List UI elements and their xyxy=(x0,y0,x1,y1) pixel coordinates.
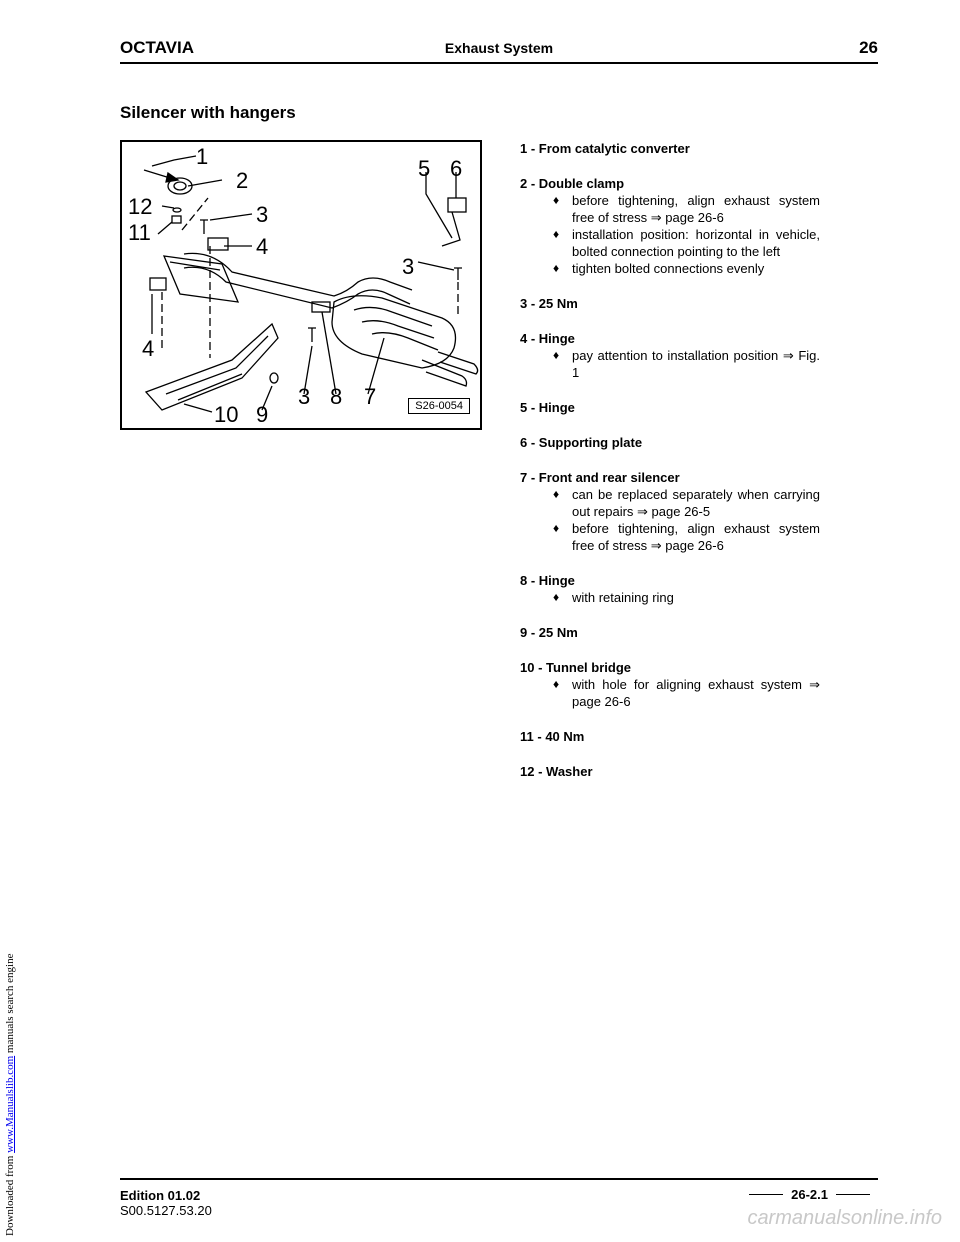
watermark: carmanualsonline.info xyxy=(747,1207,942,1229)
tunnel-bridge-shape xyxy=(146,324,278,410)
supporting-plate-shape xyxy=(448,198,466,212)
callout-11: 11 xyxy=(128,220,151,245)
legend-item xyxy=(520,434,820,451)
figure-id: S26-0054 xyxy=(408,398,470,414)
footer-page-number xyxy=(741,1187,878,1202)
diamond-bullet-icon: ♦ xyxy=(553,677,560,691)
legend-item-number: 5 xyxy=(520,400,528,415)
page-header xyxy=(120,38,878,64)
legend-item xyxy=(520,572,820,606)
diamond-bullet-icon: ♦ xyxy=(553,261,560,275)
legend-item-heading: 9 - 25 Nm xyxy=(520,625,578,640)
legend-item xyxy=(520,469,820,554)
bolt-3-right xyxy=(454,268,462,280)
legend-item-heading: 5 - Hinge xyxy=(520,400,575,415)
washer-shape xyxy=(173,208,181,212)
alignment-dashes xyxy=(162,198,480,358)
manualslib-link[interactable]: www.Manualslib.com xyxy=(4,1055,16,1153)
legend-item xyxy=(520,399,820,416)
diamond-bullet-icon: ♦ xyxy=(553,521,560,535)
legend-note-text: with hole for aligning exhaust system ⇒ page 26-6 xyxy=(572,677,820,709)
callout-12: 12 xyxy=(128,194,153,219)
leader-8 xyxy=(322,312,336,394)
leader-3-right xyxy=(418,262,454,270)
bolt-3-upper xyxy=(200,220,208,234)
tailpipe-2 xyxy=(438,352,478,374)
callout-10: 10 xyxy=(214,402,239,427)
legend-item-label: Tunnel bridge xyxy=(546,660,632,675)
page-title: Silencer with hangers xyxy=(120,103,296,122)
nut-9-shape xyxy=(270,373,278,383)
legend-item-label: Washer xyxy=(546,764,593,779)
diamond-bullet-icon: ♦ xyxy=(553,193,560,207)
legend-note-text: with retaining ring xyxy=(572,590,674,605)
leader-3-top xyxy=(210,214,252,220)
page-footer xyxy=(120,1178,878,1218)
callout-1: 1 xyxy=(196,144,209,169)
callout-7: 7 xyxy=(364,384,377,409)
legend-item-heading: 12 - Washer xyxy=(520,764,593,779)
legend-item-heading: 8 - Hinge xyxy=(520,573,575,588)
legend-note xyxy=(520,260,820,277)
legend-item-label: Double clamp xyxy=(538,176,625,191)
legend-item-label: 40 Nm xyxy=(545,729,585,744)
search-engine-text: manuals search engine xyxy=(4,953,16,1054)
diamond-bullet-icon: ♦ xyxy=(553,487,560,501)
downloaded-from-text: Downloaded from xyxy=(4,1155,16,1236)
leader-2 xyxy=(188,180,222,186)
callout-4-lower: 4 xyxy=(142,336,155,361)
callout-4-top: 4 xyxy=(256,234,269,259)
repair-group-number: 26 xyxy=(859,38,878,57)
diamond-bullet-icon: ♦ xyxy=(553,590,560,604)
legend-note xyxy=(520,347,820,381)
legend-note xyxy=(520,520,820,554)
legend-note-text: can be replaced separately when carrying out repairs ⇒ page 26-5 xyxy=(572,487,820,519)
legend-item-label: Supporting plate xyxy=(538,435,643,450)
hinge-4-lower xyxy=(150,278,166,290)
legend-item xyxy=(520,295,820,312)
leader-11 xyxy=(158,222,172,234)
legend-item-number: 9 xyxy=(520,625,528,640)
legend-item-label: 25 Nm xyxy=(538,296,578,311)
legend-item-number: 11 xyxy=(520,729,534,744)
legend-item-number: 4 xyxy=(520,331,528,346)
model-name: OCTAVIA xyxy=(120,38,194,57)
diamond-bullet-icon: ♦ xyxy=(553,348,560,362)
bolt-3-lower xyxy=(308,328,316,342)
legend-item-number: 1 xyxy=(520,141,528,156)
legend-item xyxy=(520,175,820,277)
callout-9: 9 xyxy=(256,402,269,427)
nut-shape xyxy=(172,216,181,223)
leader-12 xyxy=(162,206,174,208)
leader-1 xyxy=(152,156,196,166)
page-number: 26-2.1 xyxy=(791,1187,828,1202)
legend-item-number: 8 xyxy=(520,573,528,588)
legend-item xyxy=(520,330,820,381)
hinge-4-upper xyxy=(208,238,228,250)
parts-legend xyxy=(520,140,820,798)
legend-item-heading: 7 - Front and rear silencer xyxy=(520,470,680,485)
legend-item-number: 3 xyxy=(520,296,528,311)
exhaust-diagram xyxy=(120,140,482,430)
legend-item-heading: 10 - Tunnel bridge xyxy=(520,660,632,675)
legend-note-text: before tightening, align exhaust system free of stress ⇒ page 26-6 xyxy=(572,521,820,553)
legend-note-text: tighten bolted connections evenly xyxy=(572,261,765,276)
doc-code: S00.5127.53.20 xyxy=(120,1203,212,1218)
legend-note-text: installation position: horizontal in vehicle, bolted connection pointing to the left xyxy=(572,227,820,259)
legend-note xyxy=(520,192,820,226)
legend-item-number: 7 xyxy=(520,470,528,485)
legend-item-heading: 4 - Hinge xyxy=(520,331,575,346)
legend-note xyxy=(520,226,820,260)
callout-3-right: 3 xyxy=(402,254,415,279)
callout-2: 2 xyxy=(236,168,249,193)
download-sidebar xyxy=(4,0,16,1242)
legend-item-heading: 6 - Supporting plate xyxy=(520,435,643,450)
legend-item-number: 2 xyxy=(520,176,528,191)
legend-item-label: Hinge xyxy=(538,573,575,588)
leader-10 xyxy=(184,404,212,412)
callout-5: 5 xyxy=(418,156,431,181)
callout-8: 8 xyxy=(330,384,343,409)
legend-note-text: before tightening, align exhaust system free of stress ⇒ page 26-6 xyxy=(572,193,820,225)
edition-text: Edition 01.02 xyxy=(120,1188,201,1203)
legend-item xyxy=(520,140,820,157)
footer-left xyxy=(120,1188,212,1218)
legend-item-heading: 2 - Double clamp xyxy=(520,176,625,191)
callout-3-top: 3 xyxy=(256,202,269,227)
legend-note xyxy=(520,589,820,606)
legend-item-label: From catalytic converter xyxy=(538,141,690,156)
legend-item-number: 12 xyxy=(520,764,535,779)
legend-item xyxy=(520,728,820,745)
exhaust-drawing xyxy=(122,142,480,428)
legend-item-heading: 11 - 40 Nm xyxy=(520,729,585,744)
legend-item-heading: 1 - From catalytic converter xyxy=(520,141,690,156)
legend-item xyxy=(520,624,820,641)
legend-note xyxy=(520,676,820,710)
legend-item-number: 6 xyxy=(520,435,528,450)
legend-note xyxy=(520,486,820,520)
legend-item-label: 25 Nm xyxy=(538,625,578,640)
diamond-bullet-icon: ♦ xyxy=(553,227,560,241)
legend-item-label: Hinge xyxy=(538,331,575,346)
legend-note-text: pay attention to installation position ⇒ Fig. 1 xyxy=(572,348,820,380)
hinge-5-shape xyxy=(442,212,460,246)
callout-6: 6 xyxy=(450,156,463,181)
callout-3-lower: 3 xyxy=(298,384,311,409)
inlet-arrow-line xyxy=(144,170,170,178)
legend-item-label: Hinge xyxy=(538,400,575,415)
rear-silencer-shape xyxy=(332,296,456,368)
legend-item xyxy=(520,763,820,780)
section-title: Exhaust System xyxy=(444,40,554,56)
legend-item-number: 10 xyxy=(520,660,535,675)
legend-item-label: Front and rear silencer xyxy=(538,470,680,485)
legend-item xyxy=(520,659,820,710)
legend-item-heading: 3 - 25 Nm xyxy=(520,296,578,311)
